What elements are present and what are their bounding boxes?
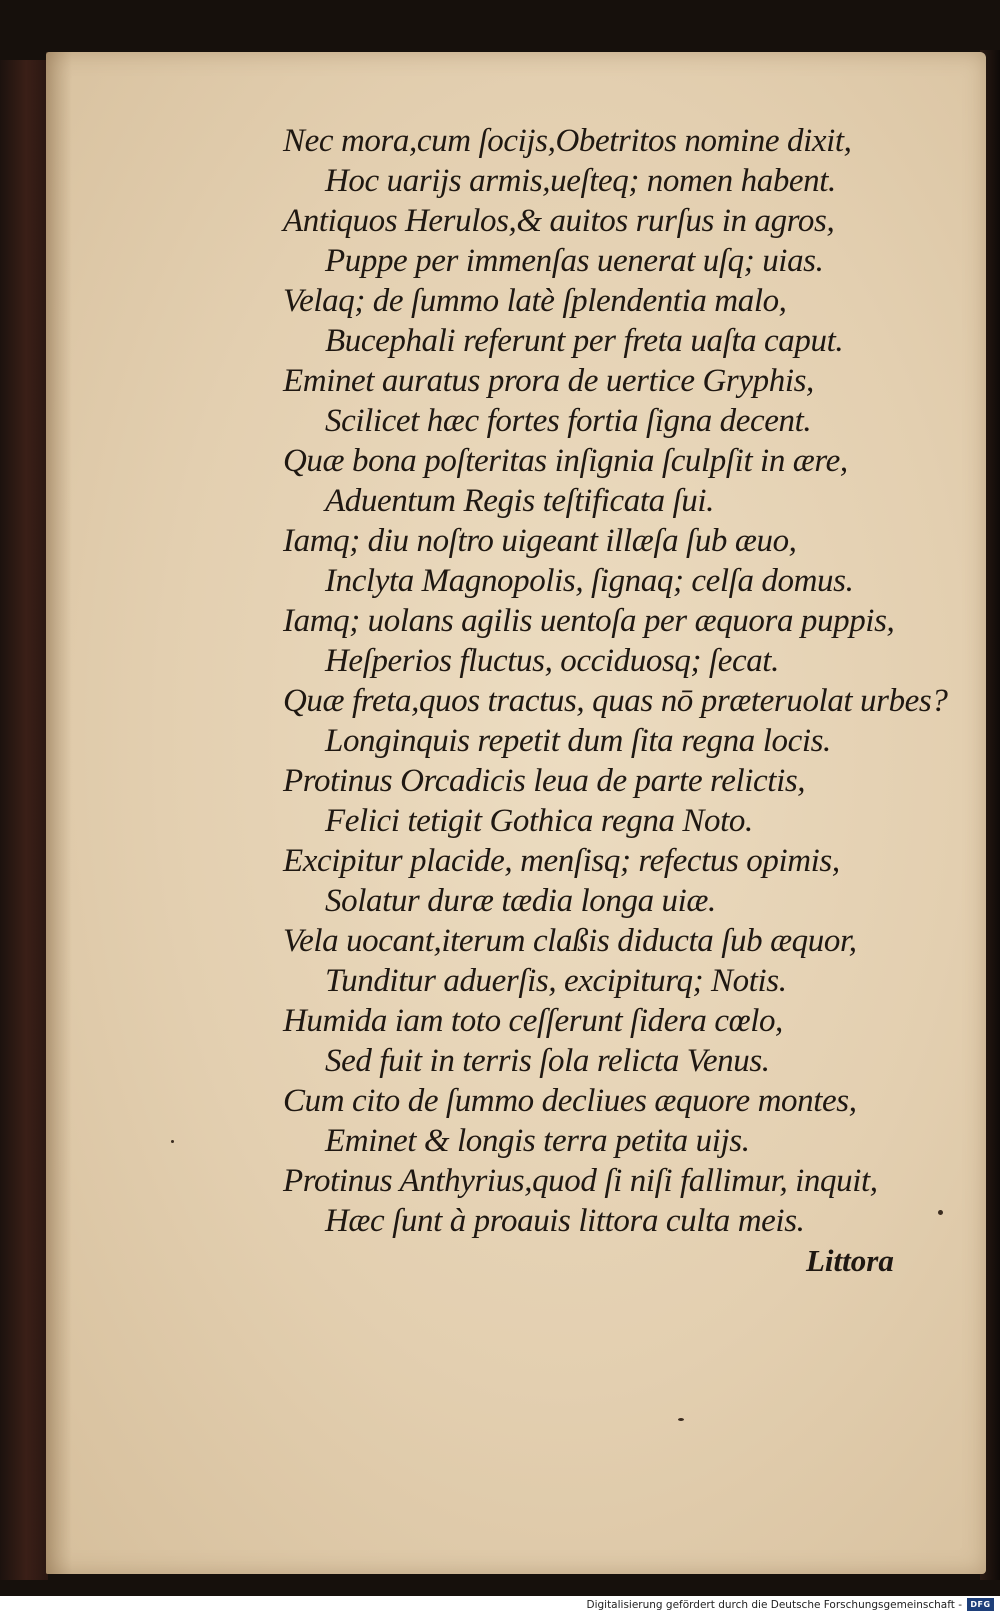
verse-line: Antiquos Herulos,& auitos rurſus in agros, bbox=[283, 203, 835, 239]
verse-line: Aduentum Regis teſtificata ſui. bbox=[325, 483, 715, 519]
verse-line: Excipitur placide, menſisq; refectus opimis, bbox=[283, 843, 840, 879]
verse-line: Heſperios fluctus, occiduosq; ſecat. bbox=[325, 643, 779, 679]
verse-line: Quæ freta,quos tractus, quas nō præteruolat urbes? bbox=[283, 683, 948, 719]
paper-speck bbox=[678, 1418, 684, 1421]
verse-line: Longinquis repetit dum ſita regna locis. bbox=[325, 723, 831, 759]
verse-line: Tunditur aduerſis, excipiturq; Notis. bbox=[325, 963, 787, 999]
verse-line: Sed fuit in terris ſola relicta Venus. bbox=[325, 1043, 770, 1079]
verse-line: Protinus Orcadicis leua de parte relictis, bbox=[283, 763, 806, 799]
verse-line: Bucephali referunt per freta uaſta caput. bbox=[325, 323, 844, 359]
paper-speck bbox=[171, 1140, 174, 1143]
verse-line: Hoc uarijs armis,ueſteq; nomen habent. bbox=[325, 163, 836, 199]
verse-line: Protinus Anthyrius,quod ſi niſi fallimur, inquit, bbox=[283, 1163, 878, 1199]
verse-line: Nec mora,cum ſocijs,Obetritos nomine dixit, bbox=[283, 123, 852, 159]
dfg-logo-icon: DFG bbox=[967, 1598, 994, 1611]
digitization-credit: Digitalisierung gefördert durch die Deutsche Forschungsgemeinschaft - bbox=[586, 1599, 962, 1611]
verse-line: Velaq; de ſummo latè ſplendentia malo, bbox=[283, 283, 787, 319]
verse-line: Quæ bona poſteritas inſignia ſculpſit in ære, bbox=[283, 443, 848, 479]
verse-line: Eminet & longis terra petita uijs. bbox=[325, 1123, 750, 1159]
verse-line: Scilicet hæc fortes fortia ſigna decent. bbox=[325, 403, 812, 439]
verse-line: Vela uocant,iterum claßis diducta ſub æquor, bbox=[283, 923, 857, 959]
verse-line: Iamq; uolans agilis uentoſa per æquora puppis, bbox=[283, 603, 895, 639]
book-page bbox=[46, 52, 986, 1574]
verse-line: Inclyta Magnopolis, ſignaq; celſa domus. bbox=[325, 563, 854, 599]
verse-block bbox=[283, 121, 973, 1241]
verse-line: Humida iam toto ceſſerunt ſidera cœlo, bbox=[283, 1003, 783, 1039]
verse-line: Puppe per immenſas uenerat uſq; uias. bbox=[325, 243, 824, 279]
verse-line: Cum cito de ſummo decliues æquore montes, bbox=[283, 1083, 857, 1119]
verse-line: Solatur duræ tædia longa uiæ. bbox=[325, 883, 716, 919]
book-spine-edge bbox=[0, 60, 48, 1580]
verse-line: Iamq; diu noſtro uigeant illæſa ſub æuo, bbox=[283, 523, 797, 559]
page-gutter-shadow bbox=[46, 52, 72, 1574]
verse-line: Felici tetigit Gothica regna Noto. bbox=[325, 803, 753, 839]
verse-line: Hæc ſunt à proauis littora culta meis. bbox=[325, 1203, 805, 1239]
catchword: Littora bbox=[806, 1243, 894, 1278]
verse-line: Eminet auratus prora de uertice Gryphis, bbox=[283, 363, 814, 399]
paper-speck bbox=[938, 1210, 943, 1215]
